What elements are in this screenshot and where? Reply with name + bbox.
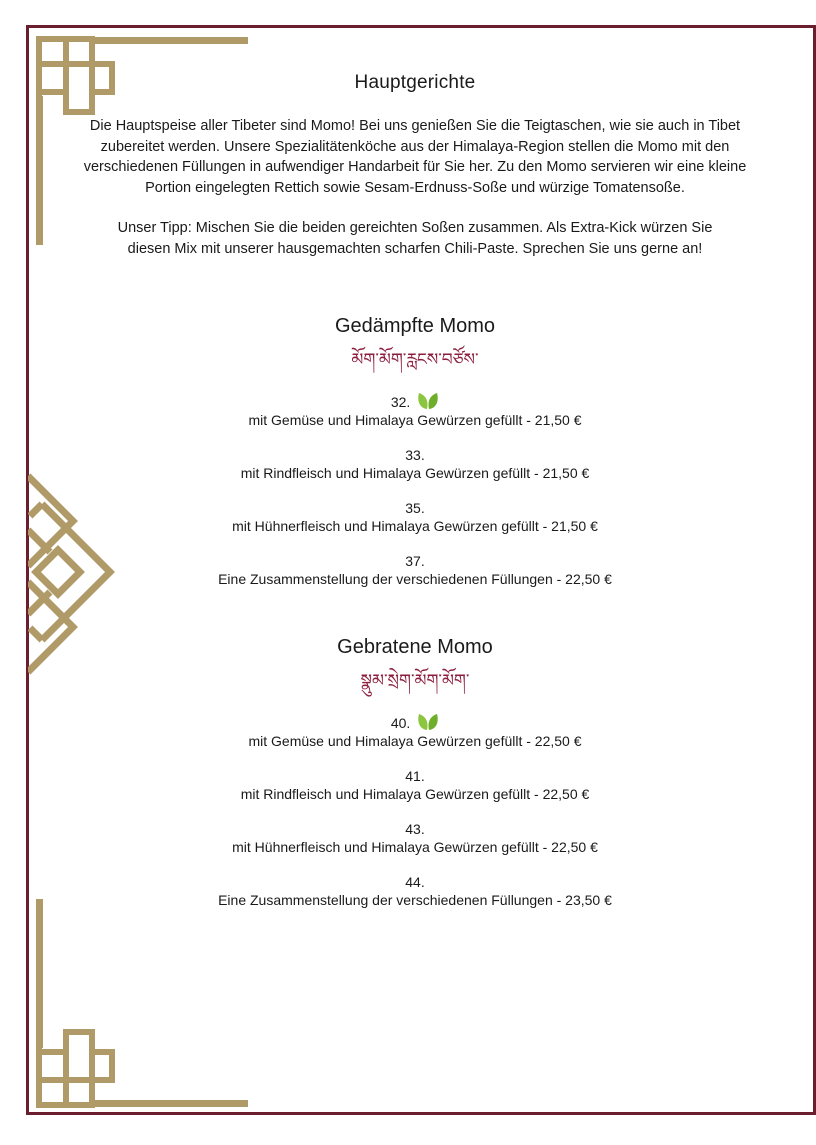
item-number: 37.: [405, 553, 425, 569]
menu-item: [60, 820, 770, 856]
menu-content: [60, 72, 770, 926]
item-description: mit Rindfleisch und Himalaya Gewürzen gefüllt - 21,50 €: [240, 465, 590, 481]
tibetan-heading: སྣུམ་སྲེག་མོག་མོག་: [360, 671, 470, 691]
corner-knot-ornament-bottom-left: [36, 896, 252, 1108]
page-title: Hauptgerichte: [354, 72, 476, 93]
leaf-icon: [417, 713, 439, 731]
tibetan-heading: མོག་མོག་རླངས་བཙོས་: [351, 350, 479, 370]
item-number: 43.: [405, 821, 425, 837]
menu-item: [60, 499, 770, 535]
section-heading: Gebratene Momo: [337, 636, 493, 658]
section-steamed-momo: [60, 315, 770, 588]
section-fried-momo: [60, 636, 770, 909]
item-number: 35.: [405, 500, 425, 516]
menu-item: [60, 552, 770, 588]
item-number: 32.: [390, 394, 411, 410]
item-number: 33.: [405, 447, 425, 463]
item-number: 40.: [390, 715, 411, 731]
menu-item: [60, 446, 770, 482]
intro-text: [60, 116, 770, 259]
tip-paragraph: Unser Tipp: Mischen Sie die beiden gereichten Soßen zusammen. Als Extra-Kick würzen Sie diesen Mix mit unserer hausgemachten scharfen Chili-Paste. Sprechen Sie uns gerne an!: [117, 220, 713, 257]
item-description: Eine Zusammenstellung der verschiedenen Füllungen - 22,50 €: [218, 571, 612, 587]
menu-item: [60, 873, 770, 909]
menu-item: [60, 392, 770, 429]
item-description: mit Hühnerfleisch und Himalaya Gewürzen gefüllt - 21,50 €: [232, 518, 598, 534]
item-description: mit Hühnerfleisch und Himalaya Gewürzen gefüllt - 22,50 €: [232, 839, 598, 855]
item-description: mit Gemüse und Himalaya Gewürzen gefüllt - 21,50 €: [248, 412, 582, 428]
intro-paragraph: Die Hauptspeise aller Tibeter sind Momo! Bei uns genießen Sie die Teigtaschen, wie sie auch in Tibet zubereitet werden. Unsere Spezialitätenköche aus der Himalaya-Region stellen die Momo mit den verschiedenen Füllungen in aufwendiger Handarbeit für Sie her. Zu den Momo servieren wir eine kleine Portion eingelegten Rettich sowie Sesam-Erdnuss-Soße und würzige Tomatensoße.: [83, 118, 747, 196]
item-number: 44.: [405, 874, 425, 890]
item-description: mit Rindfleisch und Himalaya Gewürzen gefüllt - 22,50 €: [240, 786, 590, 802]
item-number: 41.: [405, 768, 425, 784]
menu-item: [60, 713, 770, 750]
leaf-icon: [417, 392, 439, 410]
menu-item: [60, 767, 770, 803]
item-description: Eine Zusammenstellung der verschiedenen Füllungen - 23,50 €: [218, 892, 612, 908]
section-heading: Gedämpfte Momo: [334, 315, 496, 337]
item-description: mit Gemüse und Himalaya Gewürzen gefüllt - 22,50 €: [248, 733, 582, 749]
